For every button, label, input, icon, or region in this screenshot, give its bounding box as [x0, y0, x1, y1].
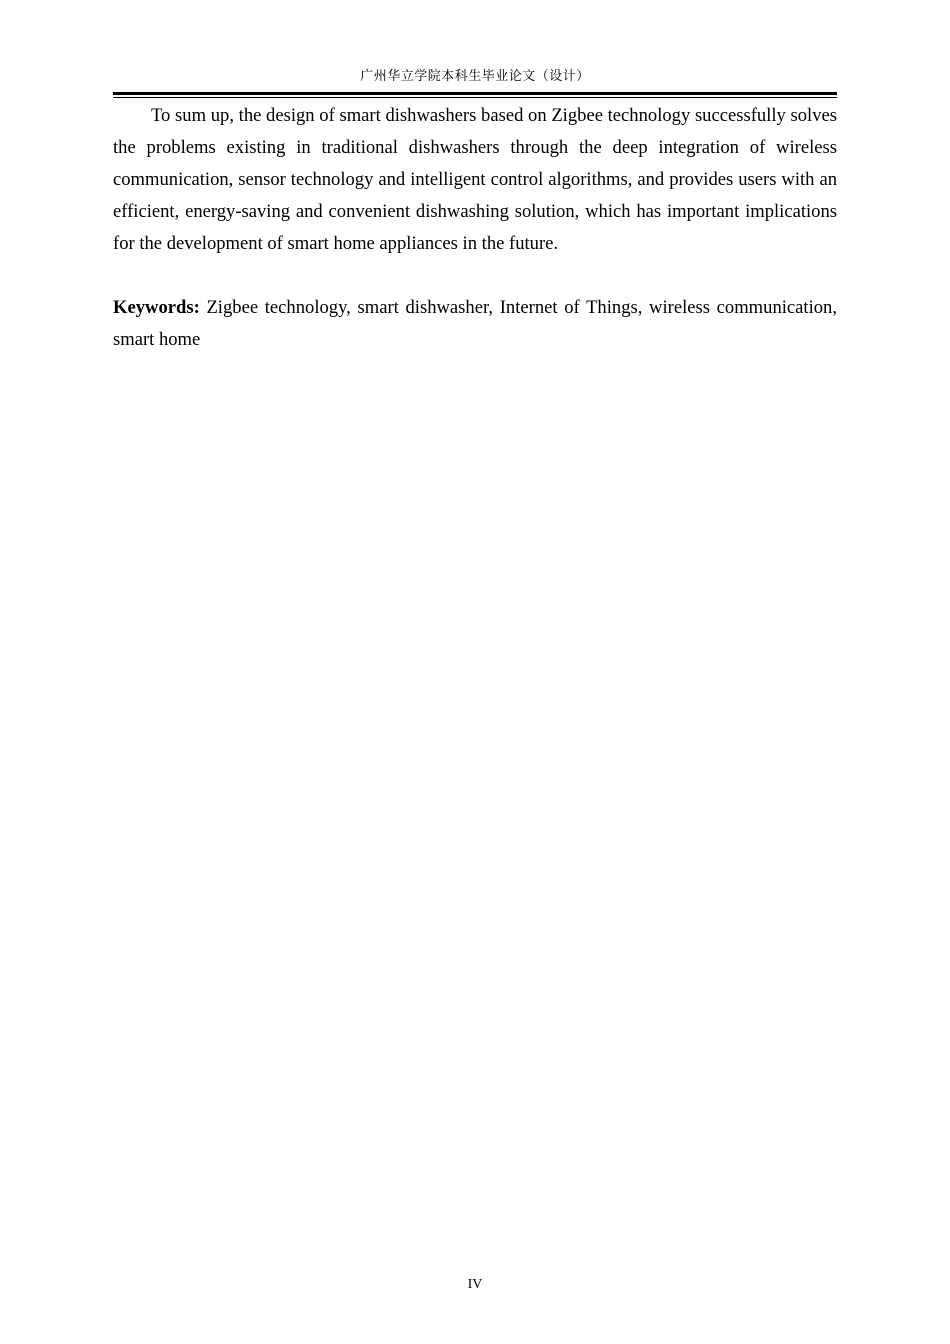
header-rule-thick — [113, 92, 837, 95]
page-header: 广州华立学院本科生毕业论文（设计） — [360, 69, 590, 84]
keywords-text: Zigbee technology, smart dishwasher, Internet of Things, wireless communication, smart home — [113, 297, 837, 350]
keywords-paragraph — [113, 292, 837, 356]
header-rule-thin — [113, 97, 837, 98]
keywords-label: Keywords: — [113, 297, 200, 318]
page-number: IV — [467, 1277, 483, 1292]
abstract-paragraph: To sum up, the design of smart dishwashers based on Zigbee technology successfully solves the problems existing in traditional dishwashers through the deep integration of wireless communication, sensor technology and intelligent control algorithms, and provides users with an efficient, energy-saving and convenient dishwashing solution, which has important implications for the development of smart home appliances in the future. — [113, 105, 837, 254]
page-content — [113, 100, 837, 356]
